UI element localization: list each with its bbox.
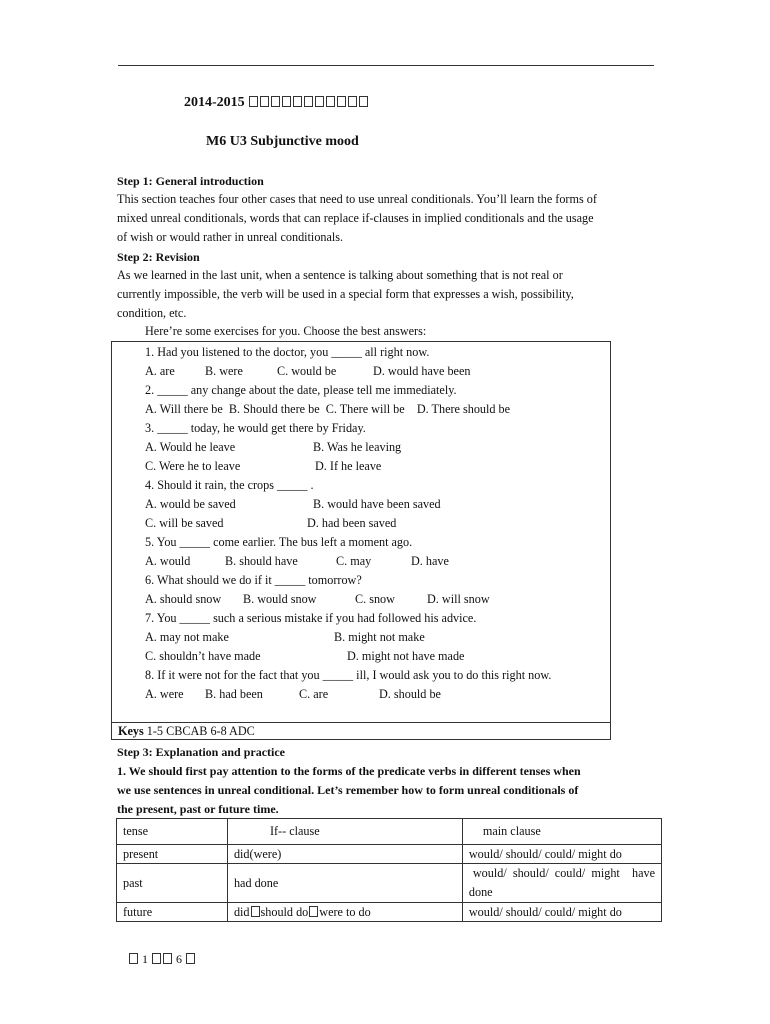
- option: A. were: [145, 687, 184, 701]
- option: B. would snow: [243, 592, 317, 606]
- table-cell: past: [117, 864, 228, 903]
- table-row: [117, 864, 662, 903]
- option: B. should have: [225, 554, 298, 568]
- unrendered-glyphs: [248, 95, 369, 110]
- step2-line: As we learned in the last unit, when a sentence is talking about something that is not real or: [117, 268, 563, 282]
- step3-line: the present, past or future time.: [117, 802, 279, 816]
- page-total: 6: [176, 952, 182, 966]
- step1-line: This section teaches four other cases that need to use unreal conditionals. You’ll learn the forms of: [117, 192, 597, 206]
- step2-line: currently impossible, the verb will be used in a special form that expresses a wish, possibility,: [117, 287, 574, 301]
- answer-keys: [118, 724, 255, 739]
- step1-line: of wish or would rather in unreal conditionals.: [117, 230, 344, 244]
- option: A. are: [145, 364, 175, 378]
- unrendered-glyph: [271, 96, 280, 107]
- unrendered-glyph: [129, 953, 138, 964]
- form-should-do: should do: [260, 904, 309, 919]
- step1-heading: Step 1: General introduction: [117, 174, 264, 188]
- option: C. snow: [355, 592, 395, 606]
- question-7: 7. You _____ such a serious mistake if you had followed his advice.: [145, 611, 477, 625]
- option: A. should snow: [145, 592, 222, 606]
- options-6: [145, 590, 615, 609]
- step3-heading: Step 3: Explanation and practice: [117, 745, 286, 759]
- page-current: 1: [142, 952, 148, 966]
- table-cell: would/ should/ could/ might do: [462, 845, 661, 864]
- options-1: [145, 362, 615, 381]
- keys-divider: [112, 722, 610, 723]
- exercise-list: [145, 343, 615, 704]
- table-row: [117, 903, 662, 922]
- question-2: 2. _____ any change about the date, please tell me immediately.: [145, 383, 457, 397]
- options-2: A. Will there be B. Should there be C. There will be D. There should be: [145, 402, 511, 416]
- option: D. should be: [379, 687, 441, 701]
- unrendered-glyph: [326, 96, 335, 107]
- unrendered-glyph: [260, 96, 269, 107]
- options-8: [145, 685, 615, 704]
- table-header-cell: main clause: [462, 819, 661, 845]
- question-5: 5. You _____ come earlier. The bus left a moment ago.: [145, 535, 413, 549]
- page-footer: [128, 952, 196, 967]
- options-7b: [145, 647, 615, 666]
- unrendered-glyph: [337, 96, 346, 107]
- table-header-cell: tense: [117, 819, 228, 845]
- option: A. would: [145, 554, 191, 568]
- option: C. would be: [277, 364, 337, 378]
- step2-line: condition, etc.: [117, 306, 187, 320]
- table-cell-line: done: [468, 885, 493, 899]
- step1-paragraph: [117, 190, 657, 247]
- unrendered-glyph: [282, 96, 291, 107]
- options-4a: [145, 495, 615, 514]
- unrendered-glyph: [251, 906, 260, 917]
- option: B. Was he leaving: [313, 440, 402, 454]
- form-were-to-do: were to do: [319, 904, 371, 919]
- option: C. will be saved: [145, 516, 224, 530]
- unrendered-glyph: [359, 96, 368, 107]
- table-row: [117, 845, 662, 864]
- form-did: did: [233, 904, 250, 919]
- exercise-box: [111, 341, 611, 740]
- keys-label: Keys: [118, 724, 144, 738]
- table-cell: [227, 903, 462, 922]
- option: D. would have been: [373, 364, 471, 378]
- table-cell: did(were): [227, 845, 462, 864]
- option: D. will snow: [427, 592, 490, 606]
- step3-line: we use sentences in unreal conditional. Let’s remember how to form unreal conditionals of: [117, 783, 579, 797]
- step2-paragraph: [117, 266, 657, 323]
- question-6: 6. What should we do if it _____ tomorrow?: [145, 573, 362, 587]
- options-3b: [145, 457, 615, 476]
- option: D. might not have made: [347, 649, 465, 663]
- option: A. Would he leave: [145, 440, 236, 454]
- step2-heading: Step 2: Revision: [117, 250, 200, 264]
- question-1: 1. Had you listened to the doctor, you _____ all right now.: [145, 345, 430, 359]
- question-3: 3. _____ today, he would get there by Friday.: [145, 421, 366, 435]
- option: A. would be saved: [145, 497, 236, 511]
- table-cell: present: [117, 845, 228, 864]
- table-header-cell: If-- clause: [227, 819, 462, 845]
- table-header-row: [117, 819, 662, 845]
- options-7a: [145, 628, 615, 647]
- option: C. are: [299, 687, 329, 701]
- question-8: 8. If it were not for the fact that you _____ ill, I would ask you to do this right now.: [145, 668, 552, 682]
- unrendered-glyph: [309, 906, 318, 917]
- option: C. shouldn’t have made: [145, 649, 261, 663]
- option: D. If he leave: [315, 459, 382, 473]
- unrendered-glyph: [249, 96, 258, 107]
- unrendered-glyph: [152, 953, 161, 964]
- unrendered-glyph: [348, 96, 357, 107]
- table-cell: [462, 864, 661, 903]
- step1-line: mixed unreal conditionals, words that can replace if-clauses in implied conditionals and the usage: [117, 211, 594, 225]
- option: B. would have been saved: [313, 497, 441, 511]
- option: C. Were he to leave: [145, 459, 241, 473]
- option: B. might not make: [334, 630, 425, 644]
- options-3a: [145, 438, 615, 457]
- option: B. had been: [205, 687, 263, 701]
- document-title: 2014-2015: [184, 95, 369, 111]
- option: C. may: [336, 554, 372, 568]
- header-rule: [118, 65, 654, 66]
- table-cell: had done: [227, 864, 462, 903]
- step3-line: 1. We should first pay attention to the forms of the predicate verbs in different tenses when: [117, 764, 581, 778]
- option: D. have: [411, 554, 449, 568]
- question-4: 4. Should it rain, the crops _____ .: [145, 478, 314, 492]
- keys-value: 1-5 CBCAB 6-8 ADC: [146, 724, 255, 738]
- document-subtitle: M6 U3 Subjunctive mood: [206, 134, 359, 149]
- table-cell: future: [117, 903, 228, 922]
- unrendered-glyph: [315, 96, 324, 107]
- table-cell-line: would/ should/ could/ might have: [472, 866, 655, 880]
- option: D. had been saved: [307, 516, 397, 530]
- unrendered-glyph: [186, 953, 195, 964]
- option: A. may not make: [145, 630, 229, 644]
- table-cell: would/ should/ could/ might do: [462, 903, 661, 922]
- unrendered-glyph: [163, 953, 172, 964]
- option: B. were: [205, 364, 243, 378]
- unrendered-glyph: [293, 96, 302, 107]
- unreal-conditional-table: [116, 818, 662, 922]
- unrendered-glyph: [304, 96, 313, 107]
- step3-paragraph: [117, 762, 657, 819]
- exercise-intro: Here’re some exercises for you. Choose the best answers:: [145, 324, 427, 338]
- options-5: [145, 552, 615, 571]
- options-4b: [145, 514, 615, 533]
